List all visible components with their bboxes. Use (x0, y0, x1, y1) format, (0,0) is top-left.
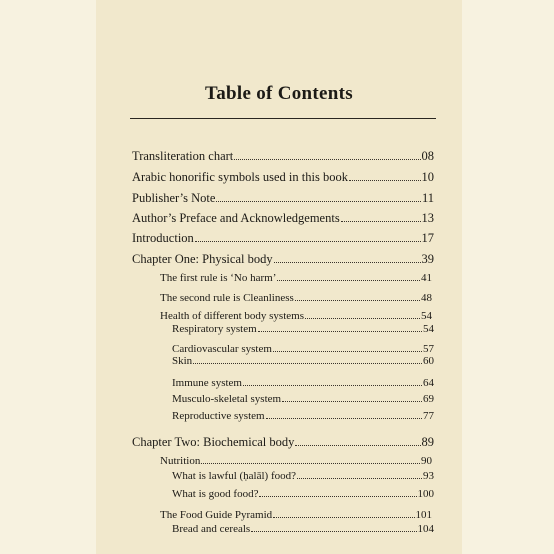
page-margin-right (462, 0, 554, 554)
page-margin-left (0, 0, 96, 554)
dot-leader (282, 401, 422, 402)
toc-entry-page-number: 64 (423, 377, 434, 389)
dot-leader (277, 280, 420, 281)
title-divider (130, 118, 436, 119)
page-title: Table of Contents (205, 83, 353, 104)
dot-leader (201, 463, 420, 464)
toc-entry-title: Nutrition (160, 455, 201, 467)
toc-entry-title: Immune system (172, 377, 242, 389)
toc-entry-title: The first rule is ‘No harm’ (160, 272, 277, 284)
toc-entry (172, 394, 434, 405)
dot-leader (295, 445, 420, 446)
toc-entry-page-number: 08 (421, 149, 434, 163)
toc-entry-page-number: 13 (421, 211, 434, 225)
toc-entry-page-number: 77 (423, 410, 434, 422)
toc-entry-title: Health of different body systems (160, 310, 304, 322)
toc-entry (172, 524, 434, 535)
toc-entry (132, 171, 434, 184)
toc-entry-title: Author’s Preface and Acknowledgements (132, 211, 340, 225)
toc-entry-title: Skin (172, 355, 193, 367)
toc-entry (172, 411, 434, 422)
dot-leader (251, 531, 416, 532)
toc-entry-page-number: 69 (423, 393, 434, 405)
toc-entry-page-number: 17 (421, 231, 434, 245)
toc-entry-title: Respiratory system (172, 323, 257, 335)
dot-leader (266, 418, 422, 419)
toc-entry-title: Chapter Two: Biochemical body (132, 435, 295, 449)
toc-entry (160, 456, 432, 467)
dot-leader (273, 351, 422, 352)
dot-leader (274, 262, 421, 263)
dot-leader (193, 363, 422, 364)
toc-entry-title: The second rule is Cleanliness (160, 292, 294, 304)
toc-entry (132, 253, 434, 266)
toc-entry-title: Bread and cereals (172, 523, 251, 535)
dot-leader (305, 318, 420, 319)
dot-leader (259, 496, 416, 497)
toc-entry-title: Introduction (132, 231, 194, 245)
dot-leader (195, 241, 421, 242)
dot-leader (234, 159, 420, 160)
toc-entry (160, 311, 432, 322)
toc-entry-page-number: 100 (417, 488, 434, 500)
toc-entry-title: Reproductive system (172, 410, 265, 422)
toc-entry-title: Transliteration chart (132, 149, 234, 163)
dot-leader (297, 478, 422, 479)
toc-entry (132, 436, 434, 449)
dot-leader (295, 300, 420, 301)
toc-entry (172, 356, 434, 367)
toc-entry-page-number: 104 (417, 523, 434, 535)
toc-entry (172, 489, 434, 500)
toc-entry-page-number: 11 (421, 191, 434, 205)
toc-entry (172, 324, 434, 335)
toc-entry-page-number: 48 (421, 292, 432, 304)
toc-entry (172, 471, 434, 482)
dot-leader (216, 201, 421, 202)
toc-entry-title: Cardiovascular system (172, 343, 272, 355)
dot-leader (258, 331, 422, 332)
toc-entry-page-number: 93 (423, 470, 434, 482)
toc-entry (172, 378, 434, 389)
toc-entry-title: What is good food? (172, 488, 259, 500)
toc-entry (132, 212, 434, 225)
toc-entry-page-number: 54 (421, 310, 432, 322)
toc-entry-title: The Food Guide Pyramid (160, 509, 273, 521)
dot-leader (273, 517, 414, 518)
toc-entry-title: Chapter One: Physical body (132, 252, 273, 266)
contents-sheet (96, 0, 462, 554)
toc-entry-page-number: 90 (421, 455, 432, 467)
dot-leader (243, 385, 422, 386)
toc-entry-page-number: 54 (423, 323, 434, 335)
toc-entry (160, 293, 432, 304)
toc-entry (160, 273, 432, 284)
toc-entry-page-number: 89 (421, 435, 434, 449)
toc-entry (160, 510, 432, 521)
toc-entry (132, 150, 434, 163)
dot-leader (341, 221, 421, 222)
toc-entry-title: Musculo-skeletal system (172, 393, 282, 405)
toc-entry-page-number: 60 (423, 355, 434, 367)
toc-entry-title: Arabic honorific symbols used in this book (132, 170, 348, 184)
toc-entry-page-number: 101 (415, 509, 432, 521)
toc-entry (132, 232, 434, 245)
toc-entry-page-number: 39 (421, 252, 434, 266)
toc-entry (132, 192, 434, 205)
toc-entry-page-number: 41 (421, 272, 432, 284)
toc-entry-title: Publisher’s Note (132, 191, 216, 205)
toc-entry-page-number: 57 (423, 343, 434, 355)
dot-leader (349, 180, 421, 181)
toc-entry-page-number: 10 (421, 170, 434, 184)
toc-entry (172, 344, 434, 355)
toc-entry-title: What is lawful (ḥalāl) food? (172, 470, 297, 482)
